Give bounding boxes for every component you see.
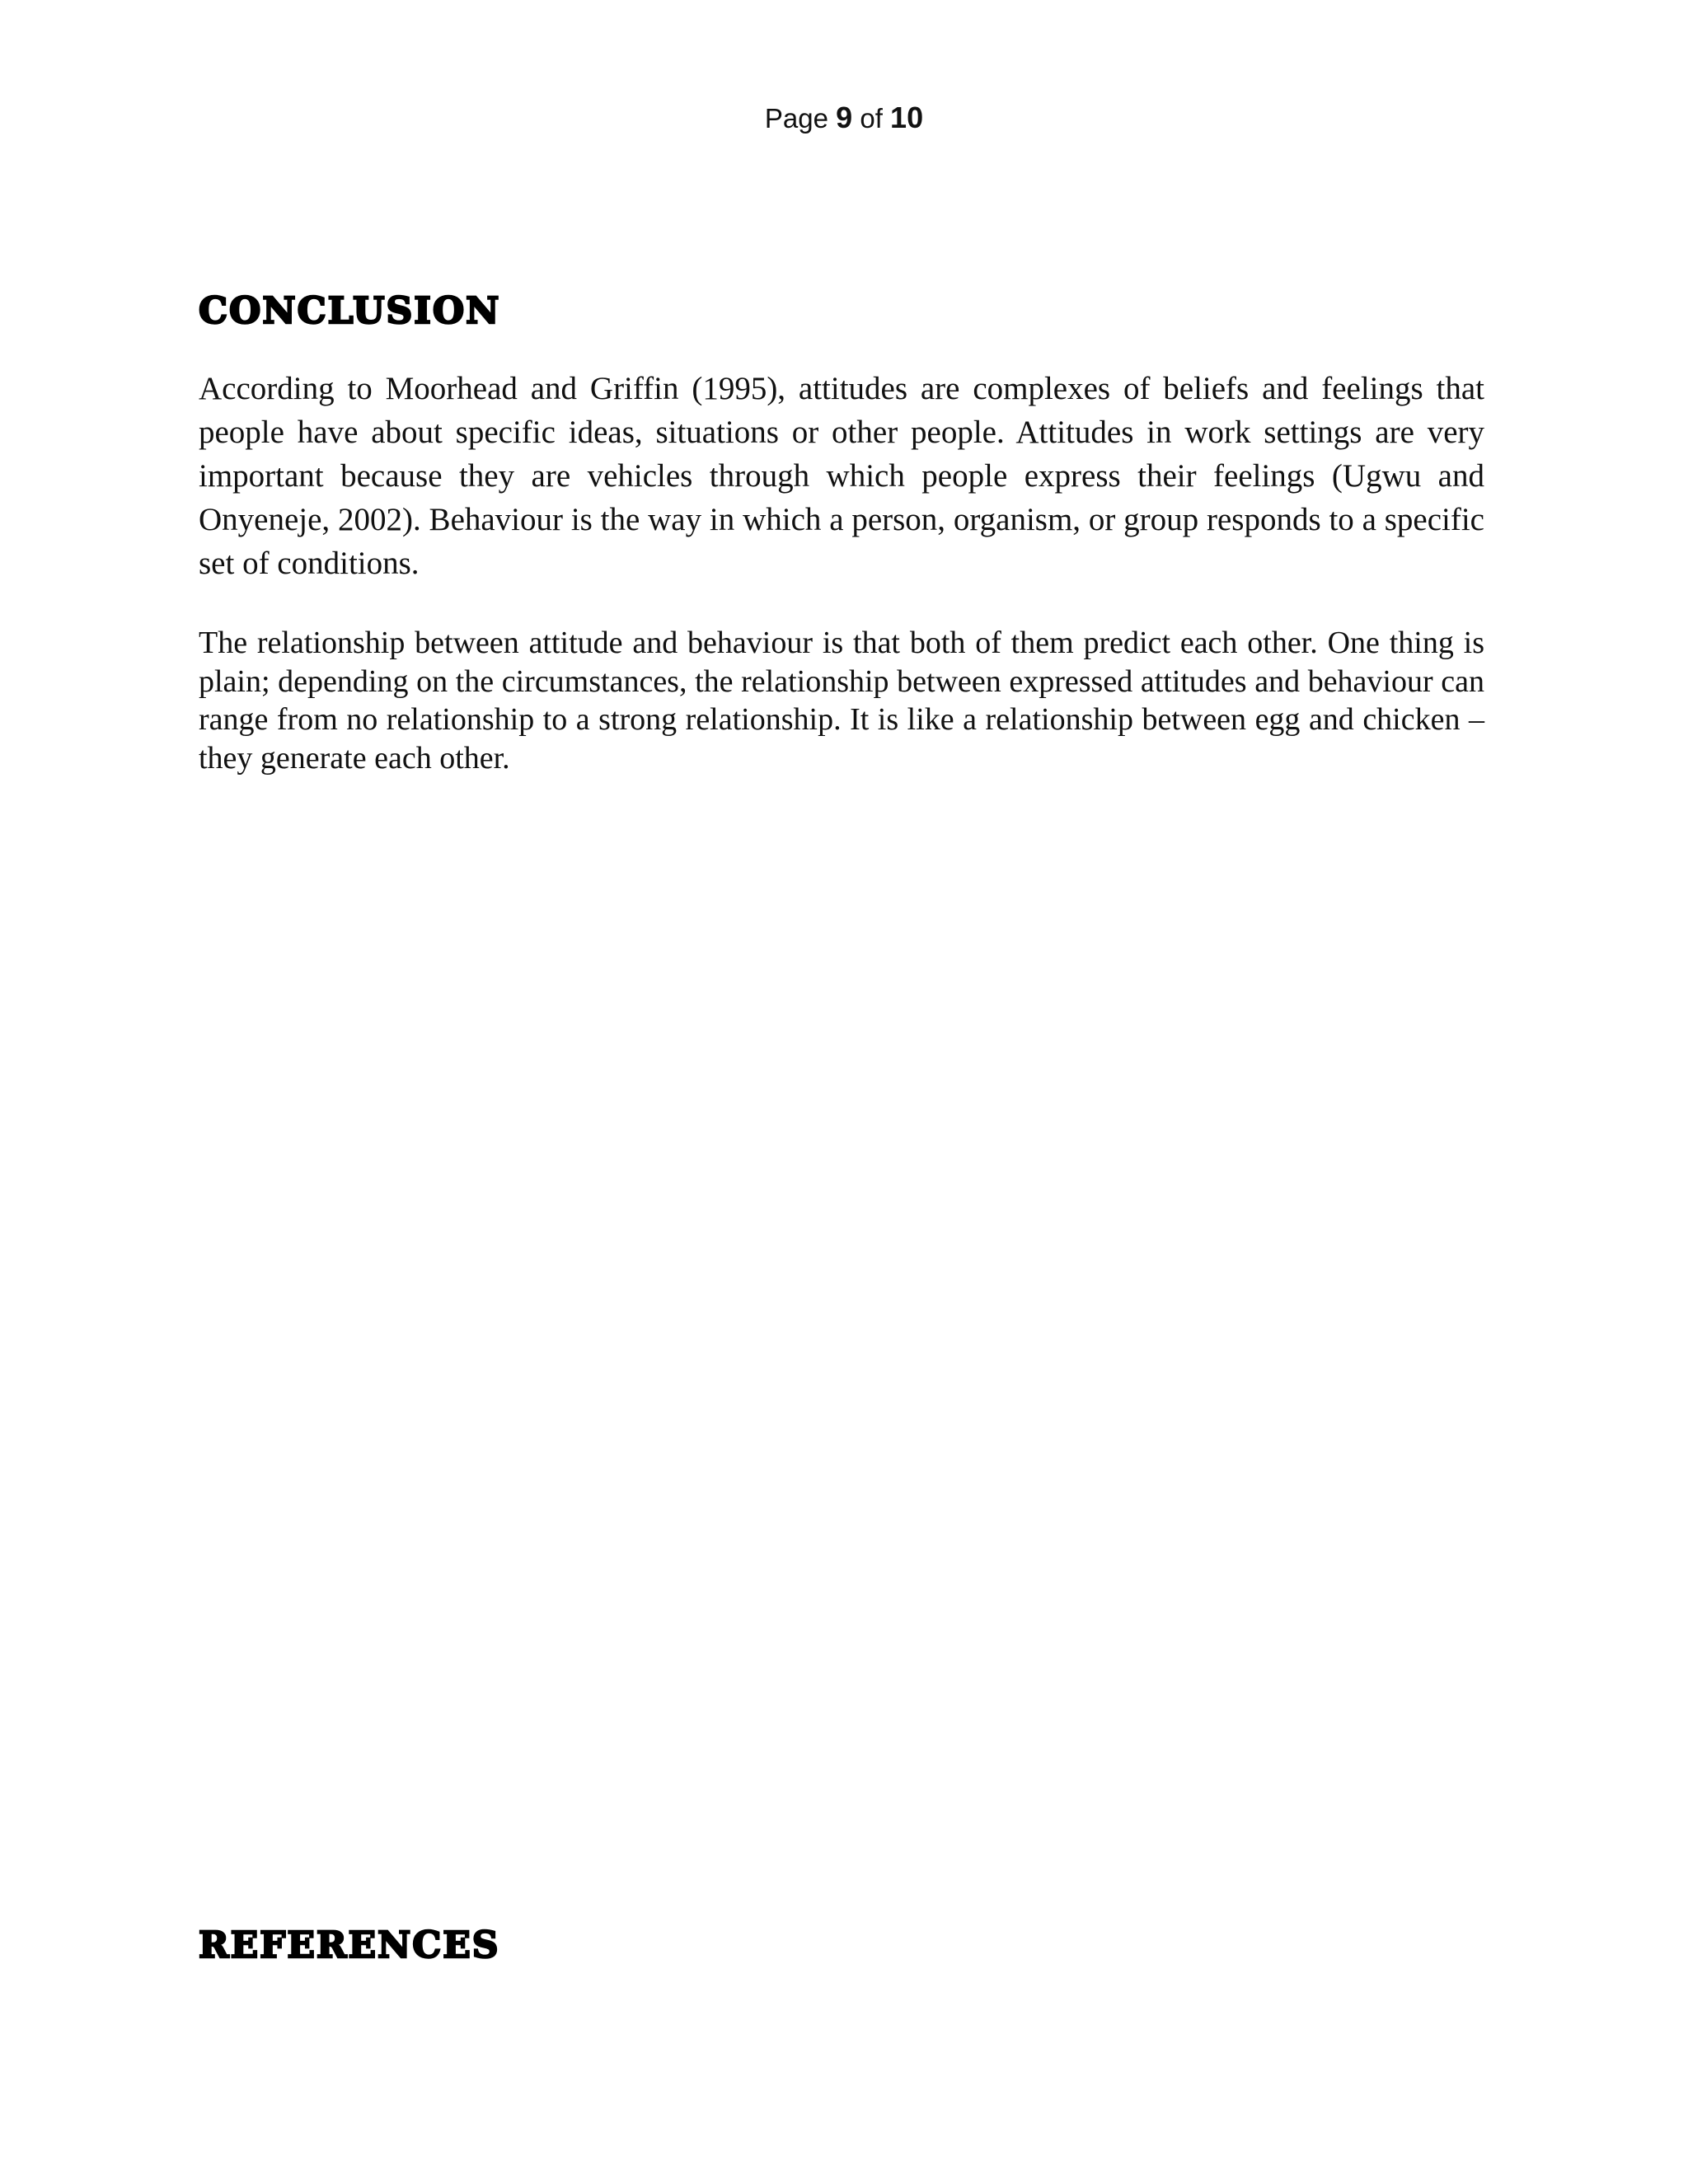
conclusion-paragraph-2: The relationship between attitude and behaviour is that both of them predict each other. One thing is plain; depending on the circumstances, the relationship between expressed attitudes and behaviour can range from no relationship to a strong relationship. It is like a relationship between egg and chicken – they generate each other. (199, 626, 1484, 776)
page-number-header (0, 101, 1688, 135)
references-heading: REFERENCES (199, 1924, 500, 1966)
total-pages-number: 10 (890, 101, 924, 134)
conclusion-heading: CONCLUSION (199, 290, 501, 332)
current-page-number: 9 (836, 101, 853, 134)
conclusion-paragraph-1: According to Moorhead and Griffin (1995), attitudes are complexes of beliefs and feelings that people have about specific ideas, situations or other people. Attitudes in work settings are very important because they are vehicles through which people express their feelings (Ugwu and Onyeneje, 2002). Behaviour is the way in which a person, organism, or group responds to a specific set of conditions. (199, 371, 1484, 581)
of-label: of (860, 103, 883, 134)
page-label: Page (764, 103, 828, 134)
